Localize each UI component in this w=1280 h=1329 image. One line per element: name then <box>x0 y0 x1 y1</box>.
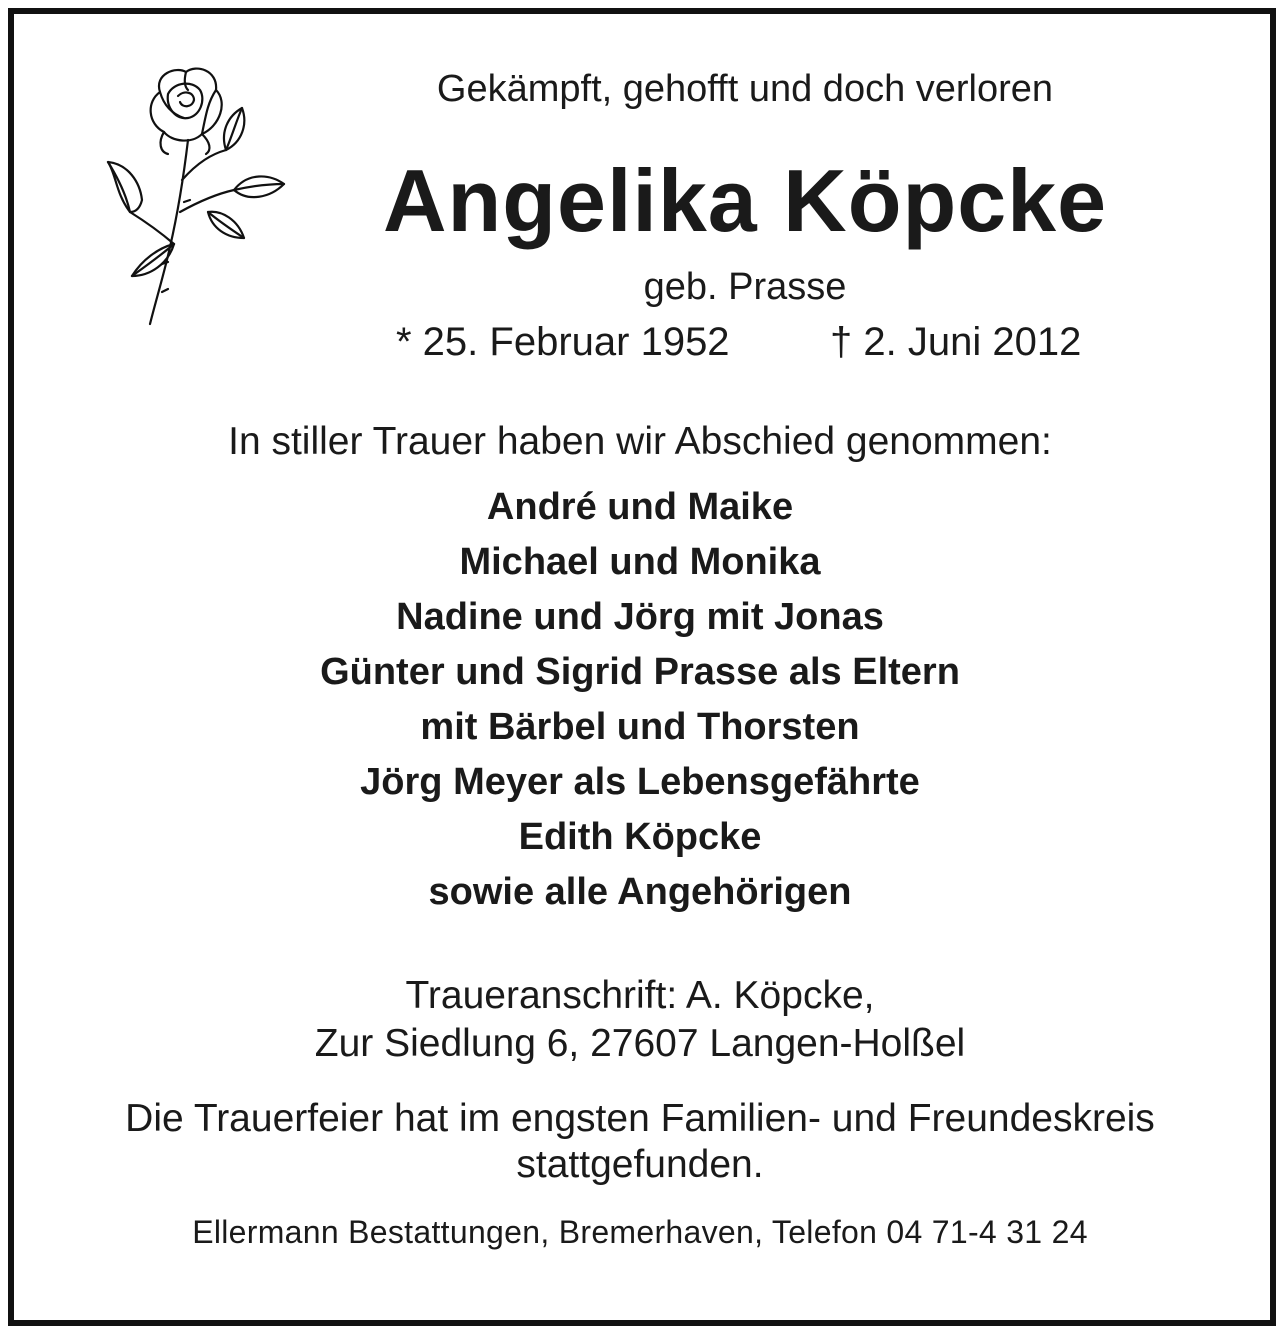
mourner-line: Nadine und Jörg mit Jonas <box>396 596 884 638</box>
ceremony-note <box>0 1096 1280 1188</box>
mourning-intro: In stiller Trauer haben wir Abschied genommen: <box>228 420 1052 463</box>
mourner-line: Jörg Meyer als Lebensgefährte <box>360 761 920 803</box>
maiden-name: geb. Prasse <box>643 266 847 308</box>
rose-icon <box>88 62 298 330</box>
mourner-line: mit Bärbel und Thorsten <box>420 706 860 748</box>
address-line-1: Traueranschrift: A. Köpcke, <box>405 974 875 1017</box>
motto: Gekämpft, gehofft und doch verloren <box>436 68 1054 110</box>
ceremony-line-1: Die Trauerfeier hat im engsten Familien- und Freundeskreis <box>125 1097 1155 1140</box>
birth-date: * 25. Februar 1952 <box>396 320 730 364</box>
mourners-list <box>0 484 1280 924</box>
mourner-line: sowie alle Angehörigen <box>428 871 852 913</box>
death-date: † 2. Juni 2012 <box>830 320 1082 364</box>
deceased-name: Angelika Köpcke <box>382 151 1108 250</box>
ceremony-line-2: stattgefunden. <box>516 1143 764 1186</box>
mourner-line: André und Maike <box>486 486 794 528</box>
mourning-address <box>0 972 1280 1068</box>
mourner-line: Günter und Sigrid Prasse als Eltern <box>320 651 960 693</box>
undertaker-info: Ellermann Bestattungen, Bremerhaven, Telefon 04 71-4 31 24 <box>192 1214 1088 1250</box>
mourner-line: Michael und Monika <box>459 541 821 583</box>
address-line-2: Zur Siedlung 6, 27607 Langen-Holßel <box>314 1022 966 1065</box>
mourner-line: Edith Köpcke <box>518 816 762 858</box>
